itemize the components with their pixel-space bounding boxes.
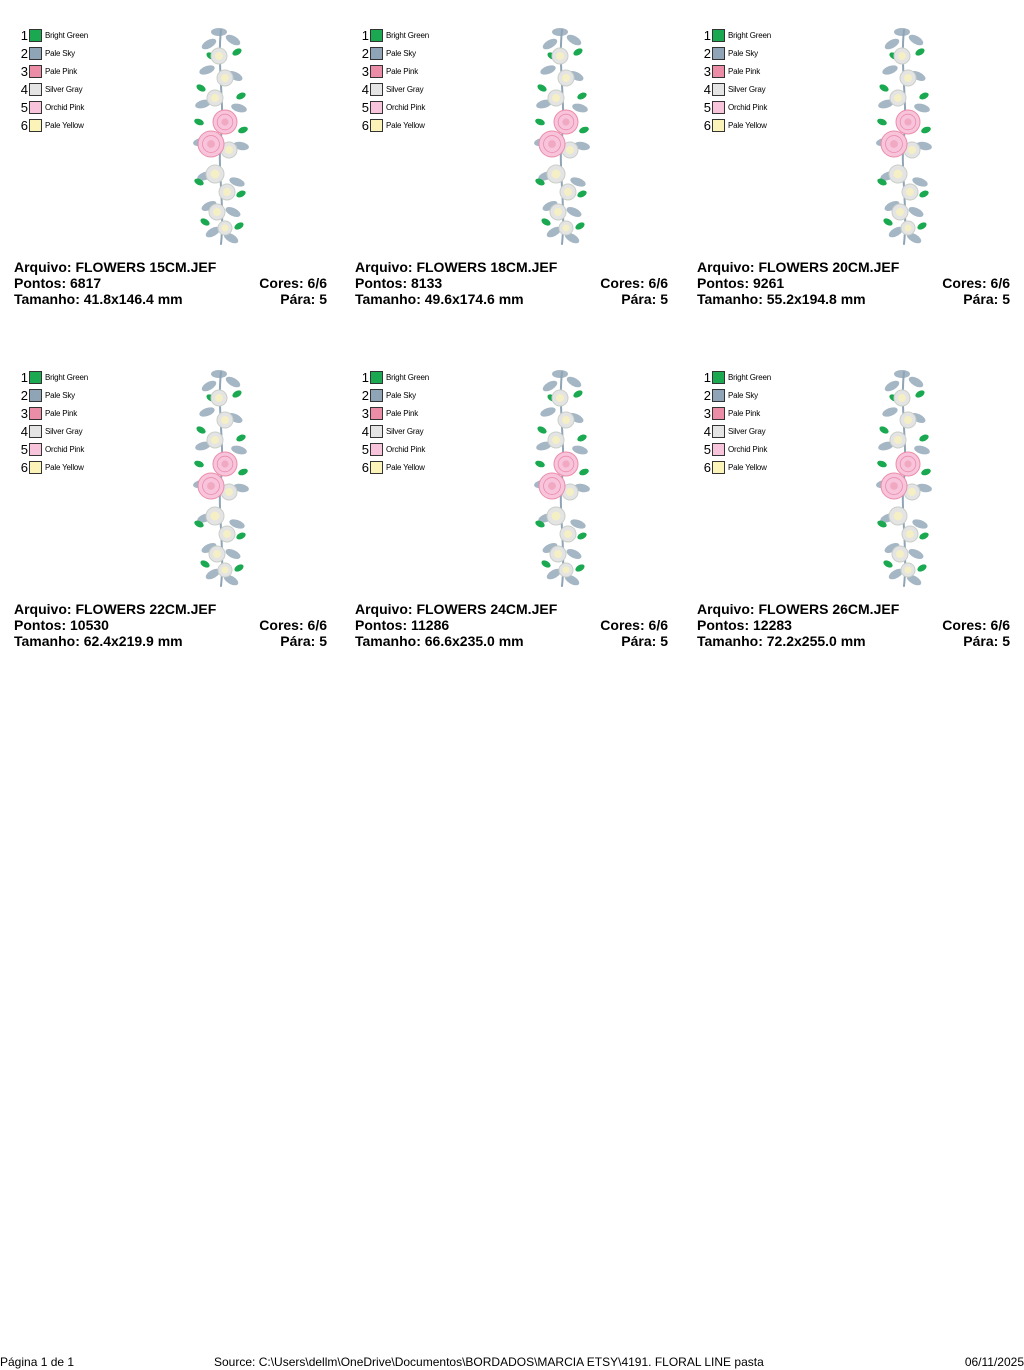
legend-row [702, 440, 771, 458]
legend-number: 4 [361, 81, 369, 97]
color-name: Bright Green [45, 30, 88, 40]
file-label: Arquivo: [697, 601, 755, 617]
stitches-label: Pontos: [14, 617, 67, 633]
design-info [14, 259, 327, 307]
legend-row [702, 386, 771, 404]
legend-number: 5 [361, 99, 369, 115]
stop-count: 5 [1002, 291, 1010, 307]
color-count: 6/6 [307, 275, 327, 291]
color-name: Bright Green [386, 30, 429, 40]
color-swatch [370, 425, 383, 438]
color-swatch [29, 119, 42, 132]
color-count: 6/6 [990, 617, 1010, 633]
color-swatch [29, 83, 42, 96]
color-name: Pale Pink [45, 408, 77, 418]
legend-number: 3 [20, 63, 28, 79]
legend-row [360, 80, 429, 98]
color-name: Pale Yellow [45, 462, 84, 472]
legend-row [360, 116, 429, 134]
color-name: Pale Sky [386, 48, 416, 58]
file-label: Arquivo: [14, 259, 72, 275]
page-footer [0, 1355, 1024, 1370]
floral-design-preview [530, 26, 594, 248]
info-right [621, 291, 668, 307]
color-name: Bright Green [45, 372, 88, 382]
size-label: Tamanho: [355, 633, 421, 649]
color-swatch [712, 371, 725, 384]
size-label: Tamanho: [697, 633, 763, 649]
info-line [697, 275, 1010, 291]
color-name: Pale Yellow [728, 120, 767, 130]
legend-number: 2 [703, 45, 711, 61]
thread-color-legend [702, 26, 771, 134]
info-right [621, 633, 668, 649]
stop-count: 5 [1002, 633, 1010, 649]
legend-number: 1 [703, 369, 711, 385]
legend-number: 2 [361, 387, 369, 403]
color-name: Pale Pink [45, 66, 77, 76]
color-name: Pale Yellow [386, 120, 425, 130]
legend-row [360, 458, 429, 476]
stitches-label: Pontos: [355, 617, 408, 633]
color-swatch [29, 425, 42, 438]
legend-number: 4 [361, 423, 369, 439]
design-card [355, 26, 673, 326]
color-count: 6/6 [648, 275, 668, 291]
color-swatch [370, 407, 383, 420]
legend-row [702, 422, 771, 440]
stitches-label: Pontos: [14, 275, 67, 291]
design-preview [189, 368, 253, 590]
design-info [14, 601, 327, 649]
legend-row [19, 62, 88, 80]
stops-label: Pára: [963, 633, 999, 649]
design-card [697, 26, 1015, 326]
info-line [355, 633, 668, 649]
color-name: Orchid Pink [45, 444, 85, 454]
info-line [14, 617, 327, 633]
info-line [355, 259, 668, 275]
color-swatch [712, 65, 725, 78]
color-swatch [712, 47, 725, 60]
legend-number: 6 [361, 117, 369, 133]
colors-label: Cores: [259, 275, 304, 291]
color-name: Orchid Pink [45, 102, 85, 112]
color-swatch [29, 389, 42, 402]
info-right [963, 633, 1010, 649]
design-info [697, 259, 1010, 307]
floral-design-preview [530, 368, 594, 590]
legend-row [19, 116, 88, 134]
color-count: 6/6 [648, 617, 668, 633]
legend-number: 2 [20, 387, 28, 403]
legend-number: 5 [20, 441, 28, 457]
design-info [355, 601, 668, 649]
color-swatch [29, 65, 42, 78]
color-name: Pale Yellow [386, 462, 425, 472]
color-name: Orchid Pink [728, 444, 768, 454]
design-preview [872, 26, 936, 248]
legend-row [360, 422, 429, 440]
legend-number: 1 [20, 369, 28, 385]
stop-count: 5 [319, 633, 327, 649]
legend-number: 5 [703, 441, 711, 457]
design-info [697, 601, 1010, 649]
color-swatch [712, 443, 725, 456]
legend-number: 5 [20, 99, 28, 115]
info-line [14, 259, 327, 275]
file-label: Arquivo: [355, 259, 413, 275]
legend-row [702, 458, 771, 476]
thread-color-legend [360, 26, 429, 134]
color-swatch [712, 389, 725, 402]
colors-label: Cores: [942, 617, 987, 633]
colors-label: Cores: [600, 275, 645, 291]
color-name: Silver Gray [45, 426, 83, 436]
legend-row [360, 368, 429, 386]
size-label: Tamanho: [14, 633, 80, 649]
legend-number: 2 [361, 45, 369, 61]
legend-row [702, 98, 771, 116]
stop-count: 5 [660, 291, 668, 307]
color-swatch [712, 101, 725, 114]
file-name: FLOWERS 18CM.JEF [416, 259, 558, 275]
stitch-count: 12283 [753, 617, 792, 633]
source-path: Source: C:\Users\dellm\OneDrive\Documentos\BORDADOS\MARCIA ETSY\4191. FLORAL LINE pasta [214, 1355, 764, 1369]
color-swatch [712, 119, 725, 132]
legend-row [19, 404, 88, 422]
legend-row [19, 422, 88, 440]
color-name: Pale Sky [45, 390, 75, 400]
legend-row [19, 26, 88, 44]
color-name: Silver Gray [728, 84, 766, 94]
file-name: FLOWERS 22CM.JEF [75, 601, 217, 617]
color-name: Pale Sky [386, 390, 416, 400]
legend-row [360, 98, 429, 116]
colors-label: Cores: [259, 617, 304, 633]
stitches-label: Pontos: [697, 275, 750, 291]
info-line [355, 617, 668, 633]
info-line [14, 275, 327, 291]
info-line [355, 291, 668, 307]
legend-number: 1 [703, 27, 711, 43]
legend-number: 3 [361, 63, 369, 79]
legend-number: 6 [20, 117, 28, 133]
color-swatch [29, 101, 42, 114]
color-name: Pale Sky [728, 48, 758, 58]
stops-label: Pára: [621, 633, 657, 649]
legend-number: 2 [20, 45, 28, 61]
colors-label: Cores: [942, 275, 987, 291]
design-card [14, 368, 332, 668]
color-swatch [29, 47, 42, 60]
color-swatch [29, 371, 42, 384]
stitch-count: 10530 [70, 617, 109, 633]
color-swatch [29, 443, 42, 456]
stitch-count: 9261 [753, 275, 785, 291]
color-name: Bright Green [728, 372, 771, 382]
legend-row [702, 404, 771, 422]
legend-number: 6 [361, 459, 369, 475]
legend-row [360, 62, 429, 80]
stitches-label: Pontos: [355, 275, 408, 291]
stop-count: 5 [660, 633, 668, 649]
design-preview [530, 368, 594, 590]
color-swatch [370, 371, 383, 384]
legend-number: 4 [20, 81, 28, 97]
stitch-count: 6817 [70, 275, 102, 291]
legend-number: 4 [20, 423, 28, 439]
legend-row [19, 386, 88, 404]
color-swatch [370, 29, 383, 42]
color-swatch [370, 101, 383, 114]
color-name: Bright Green [728, 30, 771, 40]
legend-row [360, 440, 429, 458]
design-card [14, 26, 332, 326]
legend-number: 6 [703, 117, 711, 133]
design-size: 49.6x174.6 mm [424, 291, 524, 307]
info-right [942, 617, 1010, 633]
legend-number: 1 [20, 27, 28, 43]
size-label: Tamanho: [14, 291, 80, 307]
color-swatch [370, 389, 383, 402]
legend-number: 4 [703, 81, 711, 97]
legend-row [702, 62, 771, 80]
thread-color-legend [19, 26, 88, 134]
color-name: Silver Gray [45, 84, 83, 94]
info-line [697, 633, 1010, 649]
color-swatch [370, 443, 383, 456]
color-name: Pale Pink [728, 408, 760, 418]
color-swatch [370, 83, 383, 96]
info-line [14, 601, 327, 617]
legend-number: 6 [703, 459, 711, 475]
legend-number: 4 [703, 423, 711, 439]
stops-label: Pára: [963, 291, 999, 307]
legend-number: 3 [361, 405, 369, 421]
info-line [697, 601, 1010, 617]
stops-label: Pára: [280, 291, 316, 307]
color-name: Orchid Pink [386, 444, 426, 454]
color-swatch [712, 425, 725, 438]
info-right [963, 291, 1010, 307]
info-line [697, 617, 1010, 633]
info-right [600, 275, 668, 291]
colors-label: Cores: [600, 617, 645, 633]
color-name: Pale Pink [386, 408, 418, 418]
file-label: Arquivo: [355, 601, 413, 617]
stops-label: Pára: [621, 291, 657, 307]
color-name: Orchid Pink [728, 102, 768, 112]
design-preview [530, 26, 594, 248]
info-right [259, 275, 327, 291]
legend-row [19, 458, 88, 476]
page-number: Página 1 de 1 [0, 1355, 75, 1369]
info-right [600, 617, 668, 633]
info-right [259, 617, 327, 633]
floral-design-preview [189, 26, 253, 248]
legend-number: 5 [361, 441, 369, 457]
color-name: Pale Sky [45, 48, 75, 58]
design-size: 72.2x255.0 mm [766, 633, 866, 649]
legend-row [19, 440, 88, 458]
file-name: FLOWERS 24CM.JEF [416, 601, 558, 617]
thread-color-legend [19, 368, 88, 476]
print-date: 06/11/2025 [964, 1355, 1024, 1369]
legend-number: 3 [20, 405, 28, 421]
size-label: Tamanho: [355, 291, 421, 307]
thread-color-legend [702, 368, 771, 476]
legend-row [702, 368, 771, 386]
stitch-count: 8133 [411, 275, 443, 291]
file-name: FLOWERS 26CM.JEF [758, 601, 900, 617]
legend-row [19, 368, 88, 386]
design-size: 55.2x194.8 mm [766, 291, 866, 307]
color-name: Silver Gray [386, 84, 424, 94]
info-right [280, 291, 327, 307]
design-card [355, 368, 673, 668]
color-name: Pale Yellow [45, 120, 84, 130]
file-name: FLOWERS 20CM.JEF [758, 259, 900, 275]
floral-design-preview [189, 368, 253, 590]
floral-design-preview [872, 26, 936, 248]
legend-number: 2 [703, 387, 711, 403]
legend-row [360, 44, 429, 62]
color-name: Bright Green [386, 372, 429, 382]
design-size: 62.4x219.9 mm [83, 633, 183, 649]
legend-number: 6 [20, 459, 28, 475]
color-swatch [29, 461, 42, 474]
color-name: Pale Sky [728, 390, 758, 400]
color-swatch [29, 29, 42, 42]
legend-row [702, 44, 771, 62]
color-swatch [370, 461, 383, 474]
stitches-label: Pontos: [697, 617, 750, 633]
color-swatch [370, 65, 383, 78]
legend-row [19, 98, 88, 116]
file-label: Arquivo: [14, 601, 72, 617]
color-count: 6/6 [990, 275, 1010, 291]
color-swatch [712, 29, 725, 42]
legend-number: 1 [361, 27, 369, 43]
info-line [697, 259, 1010, 275]
stops-label: Pára: [280, 633, 316, 649]
size-label: Tamanho: [697, 291, 763, 307]
color-swatch [370, 119, 383, 132]
info-line [697, 291, 1010, 307]
color-name: Pale Pink [728, 66, 760, 76]
color-name: Silver Gray [728, 426, 766, 436]
color-swatch [370, 47, 383, 60]
legend-row [360, 404, 429, 422]
info-line [14, 291, 327, 307]
design-preview [872, 368, 936, 590]
stitch-count: 11286 [411, 617, 450, 633]
color-swatch [712, 83, 725, 96]
legend-row [19, 80, 88, 98]
floral-design-preview [872, 368, 936, 590]
design-info [355, 259, 668, 307]
info-line [355, 275, 668, 291]
design-size: 66.6x235.0 mm [424, 633, 524, 649]
color-swatch [712, 461, 725, 474]
file-name: FLOWERS 15CM.JEF [75, 259, 217, 275]
info-line [14, 633, 327, 649]
info-right [942, 275, 1010, 291]
color-swatch [712, 407, 725, 420]
legend-row [702, 116, 771, 134]
legend-number: 3 [703, 405, 711, 421]
info-right [280, 633, 327, 649]
design-size: 41.8x146.4 mm [83, 291, 183, 307]
legend-row [360, 26, 429, 44]
color-count: 6/6 [307, 617, 327, 633]
file-label: Arquivo: [697, 259, 755, 275]
legend-row [702, 80, 771, 98]
color-name: Pale Pink [386, 66, 418, 76]
design-card [697, 368, 1015, 668]
info-line [355, 601, 668, 617]
legend-number: 1 [361, 369, 369, 385]
stop-count: 5 [319, 291, 327, 307]
legend-row [702, 26, 771, 44]
design-preview [189, 26, 253, 248]
color-name: Pale Yellow [728, 462, 767, 472]
legend-row [360, 386, 429, 404]
color-name: Silver Gray [386, 426, 424, 436]
thread-color-legend [360, 368, 429, 476]
legend-row [19, 44, 88, 62]
color-swatch [29, 407, 42, 420]
legend-number: 5 [703, 99, 711, 115]
color-name: Orchid Pink [386, 102, 426, 112]
legend-number: 3 [703, 63, 711, 79]
